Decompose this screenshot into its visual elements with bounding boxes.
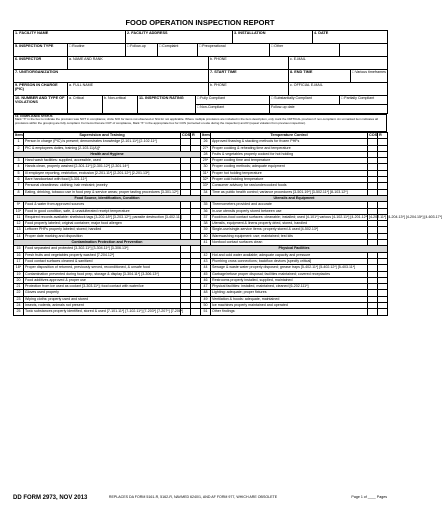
item-number: 8: [14, 189, 24, 195]
item-number: 14: [14, 233, 24, 239]
item-description: Single-use/single-service items: properly stored & used [4-502.13*]: [211, 227, 368, 233]
pic-name-field[interactable]: a. FULL NAME: [68, 83, 209, 96]
item-description: Contamination prevented during food prep, storage & display [3-304.11*] [3-306.13*]: [24, 271, 181, 277]
section-header: Contamination Protection and Prevention: [14, 240, 201, 246]
type-other-checkbox[interactable]: □ Other: [270, 44, 340, 57]
item-number: 41: [201, 240, 211, 246]
item-number: 12: [14, 221, 24, 227]
item-description: Proper cold holding temperature: [211, 177, 368, 183]
item-number: 45: [201, 271, 211, 277]
item-description: Ventilation & hoods: adequate, maintained: [211, 296, 368, 302]
item-description: Ill employee reporting, restriction, exclusion [2-201.11*] [2-201.12*] [2-201.13*]: [24, 170, 181, 176]
cos-checkbox[interactable]: [368, 309, 378, 315]
critical-count-field[interactable]: a. Critical: [68, 96, 103, 114]
item-description: Personal cleanliness: clothing; hair restraint; jewelry: [24, 183, 181, 189]
item-description: Eating, drinking, tobacco use in food prep & service areas; proper tasting procedures [3-301.12*]: [24, 189, 181, 195]
item-description: Physical facilities: installed, maintained, cleaned [6-202.111*]: [211, 284, 368, 290]
followup-date-field[interactable]: Follow-up date: [270, 105, 388, 114]
item-description: Insects, rodents, animals not present: [24, 303, 181, 309]
item-number: 29*: [201, 158, 211, 164]
item-description: Warewashing equipment: use; maintained; test kits: [211, 233, 368, 239]
item-number: 20: [14, 277, 24, 283]
item-number: 2: [14, 145, 24, 151]
start-time-field[interactable]: 7. START TIME: [209, 70, 289, 83]
item-number: 17: [14, 258, 24, 264]
item-description: Proper disposition of returned, previously served, reconditioned, & unsafe food: [24, 265, 181, 271]
item-description: Time as public health control; variance procedures [3-501.19*] [3-502.11*] [8-103.12*]: [211, 189, 368, 195]
item-number: 15: [14, 246, 24, 252]
item-number: 37: [201, 214, 211, 220]
item-description: Hands clean, properly washed [2-301.11*] [2-301.12*] [2-301.14*]: [24, 164, 181, 170]
page-number: Page 1 of ____ Pages: [351, 495, 387, 499]
replaces-note: REPLACES DA FORM 5161-R, 5162-R, NAVMED 6240/1, AND AF FORM 977, WHICH ARE OBSOLETE: [108, 495, 278, 499]
facility-address-field[interactable]: 2. FACILITY ADDRESS: [126, 31, 233, 44]
rating-fully-compliant[interactable]: □ Fully Compliant: [196, 96, 270, 105]
item-description: Thermometers provided and accurate: [211, 202, 368, 208]
rating-label: 11. INSPECTION RATING: [138, 96, 196, 114]
form-footer: [13, 495, 387, 509]
facility-name-field[interactable]: 1. FACILITY NAME: [14, 31, 126, 44]
unit-table: [13, 69, 388, 83]
item-description: Ice machines properly maintained and operated: [211, 303, 368, 309]
item-number: 46: [201, 277, 211, 283]
violations-table: [13, 95, 388, 114]
noncritical-count-field[interactable]: b. Non-critical: [103, 96, 138, 114]
item-description: Food contact surfaces cleaned & sanitized: [24, 258, 181, 264]
compliance-status-label: 12. COMPLIANCE STATUS: [15, 114, 53, 118]
item-description: Consumer advisory for raw/undercooked foods: [211, 183, 368, 189]
item-description: Sewage & waste water properly disposed; grease traps [5-402.11*] [5-402.12*] [5-403.11*]: [211, 265, 368, 271]
item-description: Lighting: adequate; proper fixtures: [211, 290, 368, 296]
item-number: 22: [14, 290, 24, 296]
item-number: 35: [201, 202, 211, 208]
compliance-instructions: Mark "X" in the box to indicate the provision was NOT in compliance; circle N/O for items not observed or N/A for not applicable. Where multiple provisions are included in the item description, only mark the CRITICAL provision if non-compliant. An unmarked item indicates all provisions within the grouping are fully compliant. For items that are OUT of compliance, Mark "X" in the appropriate box for COS (corrected on-site during the inspection) and R (repeat violation from previous inspection).: [15, 117, 378, 125]
item-description: Other findings:: [211, 309, 368, 315]
pic-email-field[interactable]: c. OFFICIAL E-MAIL: [289, 83, 388, 96]
item-description: Nonfood contact surfaces clean: [211, 240, 368, 246]
item-description: Hand wash facilities: supplied, accessible, used: [24, 158, 181, 164]
section-header: Health and Hygiene: [14, 151, 201, 157]
inspection-type-label: 5. INSPECTION TYPE: [14, 44, 68, 57]
item-number: 25: [14, 309, 24, 315]
item-number: 36: [201, 208, 211, 214]
item-description: Food separated and protected [3-302.11*] [3-304.11*] [3-306.13*]: [24, 246, 181, 252]
item-description: Protection from ice used as coolant [3-303.11*]; food contact with water/ice: [24, 284, 181, 290]
compliance-status: [14, 115, 387, 132]
item-number: 23: [14, 296, 24, 302]
item-number: 40: [201, 233, 211, 239]
checklist-row: [14, 309, 388, 315]
item-description: Person in charge (PIC) is present; demonstrates knowledge [2-101.11*] [2-102.11*]: [24, 139, 181, 145]
section-header: Physical Facilities: [201, 246, 388, 252]
item-number: 43: [201, 258, 211, 264]
pic-label: 9. PERSON IN CHARGE (PIC): [14, 83, 68, 96]
item-number: 31*: [201, 170, 211, 176]
item-description: Food additives approved & proper use: [24, 277, 181, 283]
item-number: 47: [201, 284, 211, 290]
item-number: 4: [14, 164, 24, 170]
item-description: Required records available: shellstock tags [3-202.18*] [3-203.12*]; parasite destruction [3-402.11*]: [25, 214, 183, 219]
item-number: 5: [14, 170, 24, 176]
col-item-left: Item: [15, 133, 23, 137]
section-header: Food Source, Identification, Condition: [14, 195, 201, 201]
item-description: Fresh fruits and vegetables properly washed [7-204.12*]: [24, 252, 181, 258]
item-description: Proper hot holding temperature: [211, 170, 368, 176]
inspection-type-table: [13, 43, 388, 57]
item-number: 39: [201, 227, 211, 233]
item-number: 51: [201, 309, 211, 315]
item-description: Toxic substances properly identified, stored & used [7-101.11*] [7-102.11*] [7-203*] [7-207*] [7-208*]: [25, 309, 184, 314]
item-description: Proper cooking & reheating time and temperature: [211, 145, 368, 151]
item-description: Wiping cloths: properly used and stored: [24, 296, 181, 302]
checklist-table: [13, 132, 442, 316]
col-supervision-training: Supervision and Training: [24, 133, 181, 139]
item-description: Proper cooling time and temperature: [211, 158, 368, 164]
inspector-table: [13, 56, 388, 70]
unit-field[interactable]: 7. UNIT/ORGANIZATION: [14, 70, 209, 83]
col-item-right: Item: [202, 133, 210, 137]
item-number: 48: [201, 290, 211, 296]
item-number: 6: [14, 177, 24, 183]
date-field[interactable]: 4. DATE: [313, 31, 388, 44]
item-description: Plumbing cross connections; backflow devices [specify critical]: [211, 258, 368, 264]
item-number: 16: [14, 252, 24, 258]
item-description: Bare handcontact with food [3-301.11*]: [24, 177, 181, 183]
item-number: 11: [14, 214, 24, 220]
item-number: 32*: [201, 177, 211, 183]
inspector-name-field[interactable]: a. NAME AND RANK: [68, 57, 209, 70]
item-description: Garbage/refuse proper disposal; facilities maintained; covered receptacles: [211, 271, 368, 277]
item-number: 28: [201, 151, 211, 157]
type-complaint-checkbox[interactable]: □ Complaint: [158, 44, 198, 57]
item-description: Utensils, equipment & linens properly dried, stored, handled: [211, 221, 368, 227]
item-number: 30: [201, 164, 211, 170]
item-description: In-use utensils properly stored between use: [211, 208, 368, 214]
inspection-report-page: [13, 17, 442, 509]
type-routine-checkbox[interactable]: □ Routine: [68, 44, 126, 57]
report-title: FOOD OPERATION INSPECTION REPORT: [125, 18, 275, 27]
pic-table: [13, 82, 388, 96]
item-description: Food/non-food contact surfaces: cleanable; installed; used [4-101*] various [4-102.11*] [4-201.12*] [4-202.11*] [4-204.13*] [4-204.15*] [4-603.17*]: [212, 214, 442, 219]
rating-substantially-compliant[interactable]: □ Substantially Compliant: [270, 96, 340, 105]
type-other-field[interactable]: [340, 44, 388, 57]
installation-field[interactable]: 3. INSTALLATION: [233, 31, 313, 44]
item-description: Food properly labeled; original container; major food allergen: [24, 221, 181, 227]
item-number: 21: [14, 284, 24, 290]
item-number: 7: [14, 183, 24, 189]
item-description: Hot and cold water available; adequate capacity and pressure: [211, 252, 368, 258]
inspector-phone-field[interactable]: b. PHONE: [209, 57, 289, 70]
item-number: 38: [201, 221, 211, 227]
item-number: 18*: [14, 265, 24, 271]
col-r-right: R: [378, 133, 388, 139]
repeat-checkbox[interactable]: [378, 309, 388, 315]
item-number: 13: [14, 227, 24, 233]
item-description: Proper date marking and disposition: [24, 233, 181, 239]
item-number: 26: [201, 139, 211, 145]
item-number: 33*: [201, 183, 211, 189]
item-number: 3: [14, 158, 24, 164]
col-cos-left: COS: [182, 133, 191, 137]
item-number: 50: [201, 303, 211, 309]
item-description: Gloves used properly: [24, 290, 181, 296]
compliance-status-table: [13, 114, 387, 132]
item-number: 19: [14, 271, 24, 277]
item-number: 49: [201, 296, 211, 302]
item-number: 27*: [201, 145, 211, 151]
type-followup-checkbox[interactable]: □ Follow-up: [126, 44, 158, 57]
inspector-label: 6. INSPECTOR: [14, 57, 68, 70]
item-number: 1: [14, 139, 24, 145]
rating-partially-compliant[interactable]: □ Partially Compliant: [340, 96, 388, 105]
header-table: [13, 30, 388, 44]
item-description: Food in good condition, safe, & unadulterated receipt temperature: [24, 208, 181, 214]
item-number: 24: [14, 303, 24, 309]
item-description: Fruits & vegetables properly cooked for hot holding: [211, 151, 368, 157]
various-timeframes-checkbox[interactable]: □ Various timeframes: [351, 70, 388, 83]
item-description: Leftover PHFs properly labeled; stored; handled: [24, 227, 181, 233]
inspector-email-field[interactable]: c. E-MAIL: [289, 57, 388, 70]
form-number: DD FORM 2973, NOV 2013: [13, 495, 88, 501]
col-r-left: R: [191, 133, 201, 139]
item-number: 42: [201, 252, 211, 258]
item-description: Restrooms properly installed, supplied, maintained: [211, 277, 368, 283]
rating-non-compliant[interactable]: □ Non-Compliant: [196, 105, 270, 114]
item-number: 34: [201, 189, 211, 195]
item-description: Approved thawing & stacking methods for frozen PHFs: [211, 139, 368, 145]
section-header: Utensils and Equipment: [201, 195, 388, 201]
item-number: 9*: [14, 202, 24, 208]
pic-phone-field[interactable]: b. PHONE: [209, 83, 289, 96]
col-temperature-control: Temperature Control: [211, 133, 368, 139]
repeat-checkbox[interactable]: [191, 309, 201, 315]
violations-label: 10. NUMBER AND TYPE OF VIOLATIONS: [14, 96, 68, 114]
type-preoperational-checkbox[interactable]: □ Preoperational: [198, 44, 270, 57]
item-description: Food & water from approved sources: [24, 202, 181, 208]
item-number: 10*: [14, 208, 24, 214]
item-number: 44: [201, 265, 211, 271]
item-description: PIC & employees duties, training [2-103.11(A)]*: [24, 145, 181, 151]
col-cos-right: COS: [369, 133, 378, 137]
end-time-field[interactable]: 8. END TIME: [289, 70, 351, 83]
item-description: Proper cooling methods; adequate equipment: [211, 164, 368, 170]
